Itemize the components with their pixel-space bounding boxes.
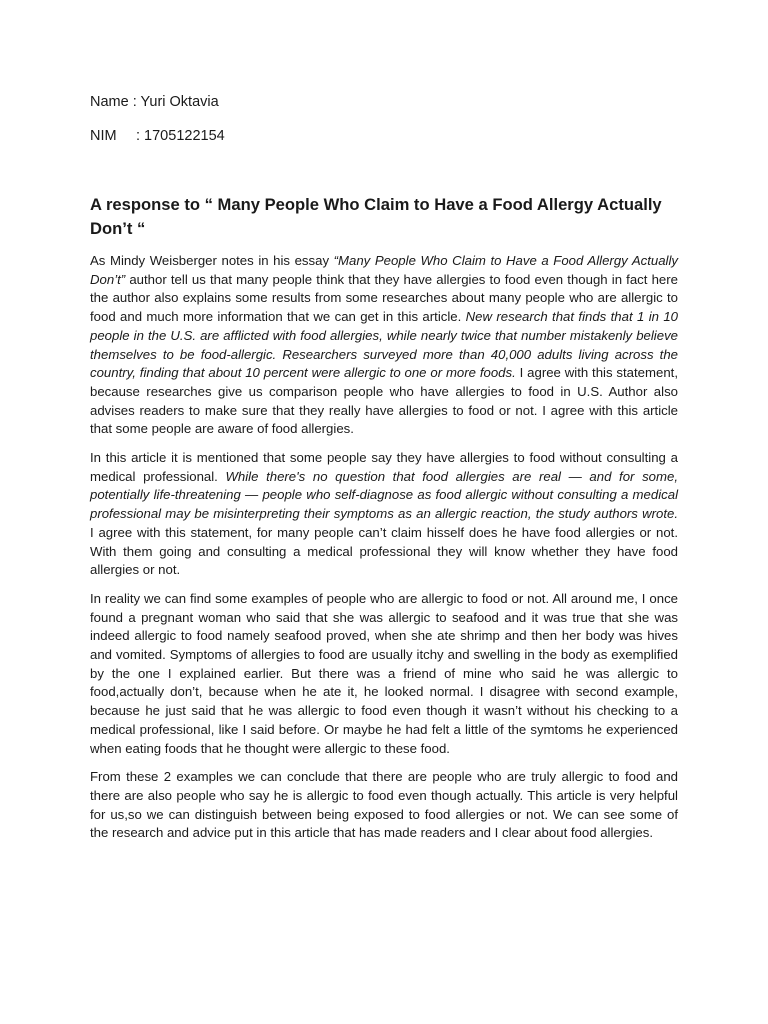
paragraph-1-intro: As Mindy Weisberger notes in his essay (90, 253, 334, 268)
nim-value: : 1705122154 (136, 128, 225, 144)
student-name-line (90, 93, 219, 111)
paragraph-2-response: I agree with this statement, for many people can’t claim hisself does he have food allergies or not. With them going and consulting a medical professional they will know whether they have food allergies or not. (90, 524, 678, 578)
paragraph-4: From these 2 examples we can conclude that there are people who are truly allergic to food and there are also people who say he is allergic to food even though actually. This article is very helpful for us,so we can distinguish between being exposed to food allergies or not. We can see some of the research and advice put in this article that has made readers and I clear about food allergies. (90, 769, 678, 841)
essay-title-citation: “Many People Who Claim to Have a Food Allergy Actually Don’t” (90, 253, 679, 287)
paragraph-1-summary: author tell us that many people think that they have allergies to food even though in fact here the author also explains some results from some researches about many people who are allergic to food and much more information that we can get in this article. (90, 271, 678, 325)
study-authors-quote: While there's no question that food allergies are real — and for some, potentially life-threatening — people who self-diagnose as food allergic without consulting a medical professional may be misinterpreting their symptoms as an allergic reaction, the study authors wrote. (90, 468, 678, 522)
document-body (90, 252, 678, 853)
paragraph-1-response: I agree with this statement, because researches give us comparison people who have allergies to food in U.S. Author also advises readers to make sure that they really have allergies to food or not. I agree with this article that some people are aware of food allergies. (90, 365, 678, 437)
student-nim-line (90, 127, 225, 145)
name-label: Name : (90, 94, 141, 110)
document-title: A response to “ Many People Who Claim to Have a Food Allergy Actually Don’t “ (90, 195, 662, 238)
research-quote: New research that finds that 1 in 10 people in the U.S. are afflicted with food allergies, while nearly twice that number mistakenly believe themselves to be food-allergic. Researchers surveyed more than 40,000 adults living across the country, finding that about 10 percent were allergic to one or more foods. (90, 309, 678, 381)
name-value: Yuri Oktavia (140, 94, 219, 110)
paragraph-2 (90, 449, 678, 580)
nim-label: NIM (90, 128, 117, 144)
paragraph-2-intro: In this article it is mentioned that some people say they have allergies to food without consulting a medical professional. (90, 450, 678, 484)
paragraph-3: In reality we can find some examples of people who are allergic to food or not. All around me, I once found a pregnant woman who said that she was allergic to seafood and it was true that she was indeed allergic to food namely seafood proved, when she ate shrimp and then her body was hives and vomited. Symptoms of allergies to food are usually itchy and swelling in the body as exemplified by the one I explained earlier. But there was a friend of mine who said he was allergic to food,actually don’t, because when he ate it, he looked normal. I disagree with second example, because he just said that he was allergic to food even though it wasn’t without his checking to a medical professional, like I said before. Or maybe he had felt a little of the symtoms he experienced when eating foods that he thought were allergic to these food. (90, 590, 678, 756)
paragraph-1 (90, 252, 678, 439)
